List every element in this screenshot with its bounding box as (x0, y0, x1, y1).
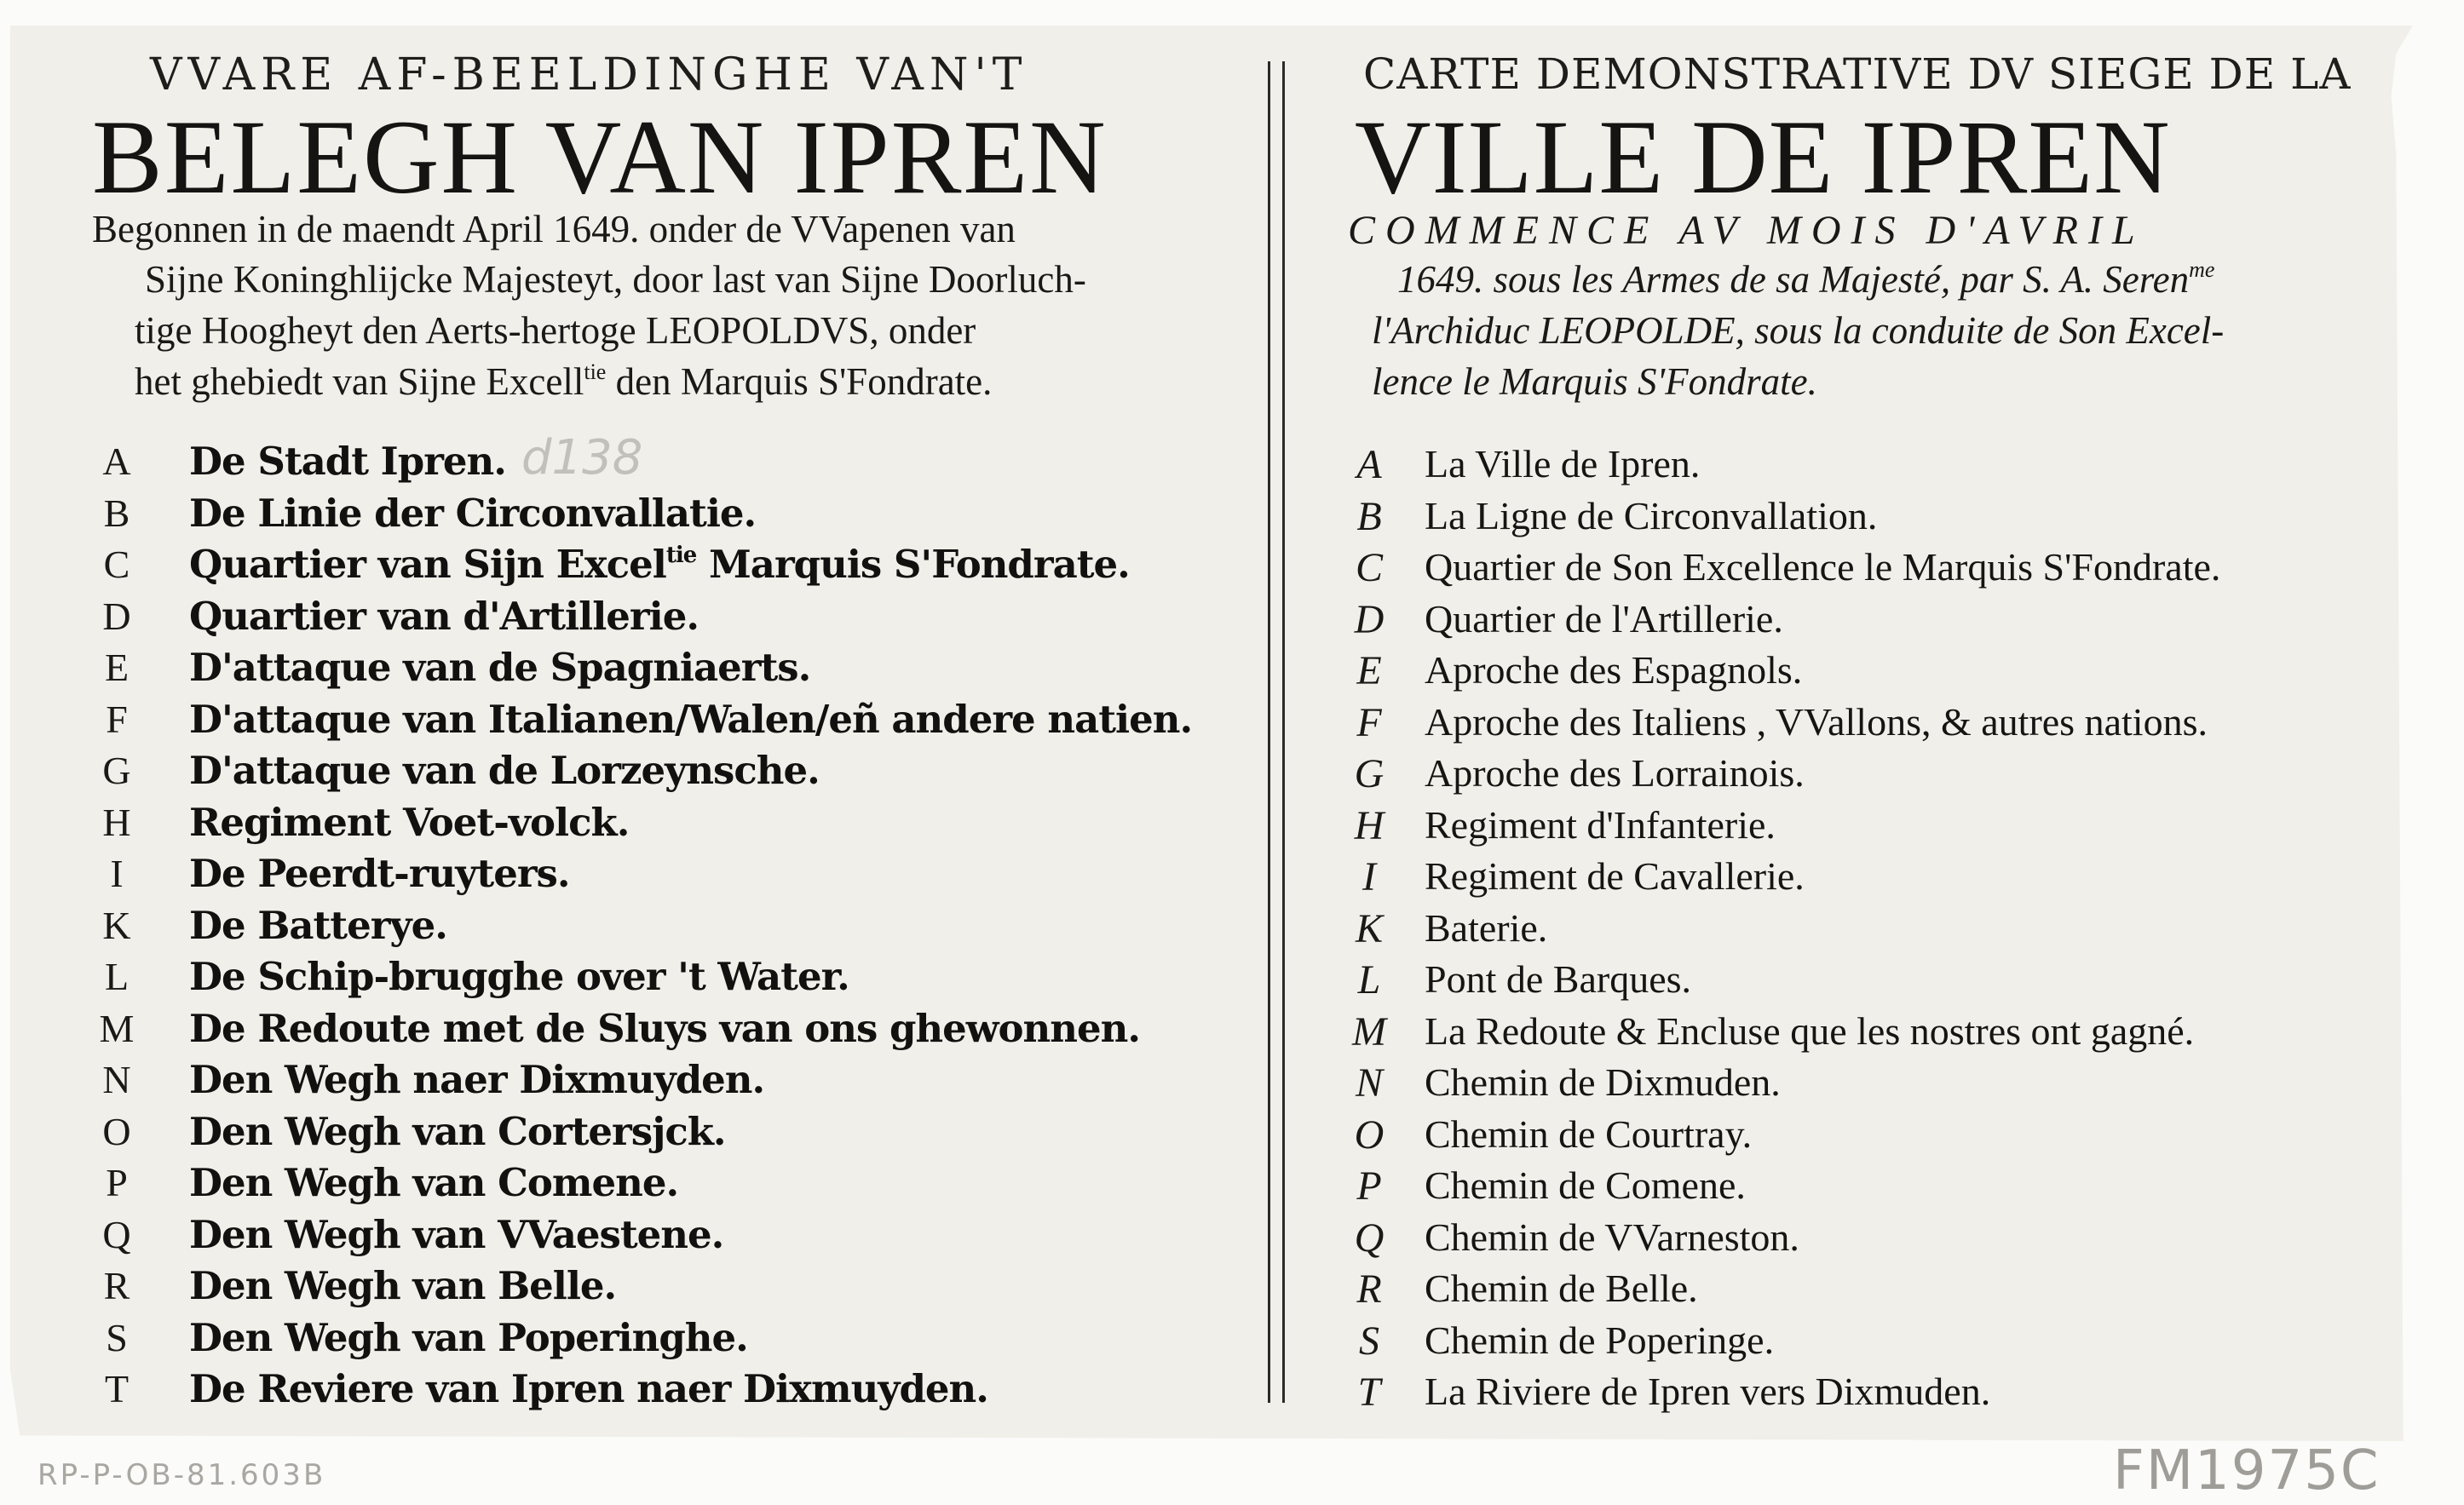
legend-text: D'attaque van de Lorzeynsche. (189, 748, 820, 793)
legend-text: De Peerdt-ruyters. (189, 851, 570, 896)
dutch-legend-letter: T (104, 1367, 130, 1410)
french-legend-item: La Ville de Ipren. (1425, 442, 1701, 485)
french-legend-item: Regiment d'Infanterie. (1425, 802, 1776, 847)
dutch-legend-item (189, 491, 756, 536)
french-legend-item: La Ligne de Circonvallation. (1425, 493, 1878, 537)
french-legend-letter: F (1356, 699, 1382, 745)
french-legend-letter: Q (1354, 1215, 1385, 1261)
french-legend-item: La Riviere de Ipren vers Dixmuden. (1425, 1370, 1991, 1413)
legend-text: Den Wegh van Comene. (189, 1160, 679, 1205)
french-legend-item: Chemin de Belle. (1425, 1267, 1698, 1310)
dutch-legend-letter: C (103, 543, 130, 586)
legend-text: Quartier van Sijn Excel (189, 542, 666, 587)
legend-text: Marquis S'Fondrate. (696, 542, 1130, 587)
legend-text: Den Wegh van VVaestene. (189, 1211, 724, 1257)
legend-text: Regiment Voet-volck. (189, 799, 630, 845)
intro-text: Begonnen in de maendt April 1649. onder de VVapenen van (92, 208, 1016, 250)
french-legend-letter: A (1356, 442, 1382, 487)
intro-text: 1649. sous les Armes de sa Majesté, par S. A. Seren (1397, 258, 2190, 301)
legend-text: De Schip-brugghe over 't Water. (189, 954, 849, 999)
french-legend-item: La Redoute & Enclusе que les nostres ont gagné. (1425, 1008, 2195, 1053)
dutch-title: BELEGH VAN IPREN (92, 99, 1108, 215)
french-title: VILLE DE IPREN (1355, 99, 2171, 215)
french-legend-letter: P (1356, 1163, 1382, 1209)
legend-text: Den Wegh van Poperinghe. (189, 1314, 748, 1360)
dutch-legend-item (189, 542, 1130, 587)
dutch-legend-letter: D (102, 594, 131, 638)
dutch-legend-item (189, 1212, 723, 1257)
dutch-legend-item (189, 851, 570, 896)
dutch-legend-letter: H (102, 800, 131, 844)
french-intro-line-2 (1372, 308, 2224, 353)
dutch-legend-item (189, 1315, 748, 1360)
intro-text: den Marquis S'Fondrate. (606, 360, 993, 403)
legend-superscript: tie (665, 543, 697, 568)
legend-text: Den Wegh van Belle. (189, 1263, 617, 1308)
dutch-legend-letter: B (103, 491, 130, 535)
dutch-legend-item (189, 1263, 616, 1308)
legend-text: D'attaque van de Spagniaerts. (189, 645, 811, 690)
french-intro-line-1 (1397, 257, 2214, 302)
french-legend-letter: T (1357, 1370, 1381, 1415)
french-legend-item: Chemin de Poperinge. (1425, 1318, 1775, 1362)
french-header-line: CARTE DEMONSTRATIVE DV SIEGE DE LA (1363, 49, 2352, 99)
intro-superscript: tie (584, 359, 607, 384)
french-legend-item: Aproche des Espagnols. (1425, 648, 1803, 692)
dutch-intro-line-1 (92, 207, 1016, 251)
dutch-legend-item (189, 1057, 764, 1102)
french-legend-letter: D (1354, 596, 1385, 642)
french-legend-item: Pont de Barques. (1425, 957, 1692, 1001)
dutch-legend-item (189, 1006, 1140, 1051)
french-legend-letter: L (1357, 957, 1381, 1002)
dutch-legend-letter: A (102, 439, 131, 483)
french-legend-item: Regiment de Cavallerie. (1425, 854, 1805, 898)
dutch-legend-item (189, 903, 447, 948)
french-legend-letter: M (1352, 1008, 1386, 1054)
french-legend-letter: R (1356, 1267, 1382, 1312)
french-intro-line-3 (1372, 359, 1817, 404)
french-intro-caps: COMMENCE AV MOIS D'AVRIL (1348, 208, 2145, 253)
french-legend-item: Chemin de VVarneston. (1425, 1215, 1799, 1259)
french-legend-letter: O (1354, 1112, 1385, 1157)
dutch-legend-letter: N (102, 1058, 131, 1101)
dutch-legend-item (189, 645, 810, 690)
french-legend-item: Quartier de Son Excellence le Marquis S'Fondrate. (1425, 545, 2221, 589)
dutch-legend-item (189, 439, 506, 484)
french-legend-item: Aproche des Italiens , VVallons, & autres nations. (1425, 699, 2208, 744)
legend-text: Quartier van d'Artillerie. (189, 593, 699, 639)
legend-text: D'attaque van Italianen/Walen/eñ andere natien. (189, 696, 1193, 742)
dutch-legend-item (189, 954, 849, 999)
dutch-legend-item (189, 594, 699, 639)
intro-text: lence le Marquis S'Fondrate. (1372, 360, 1817, 403)
legend-text: De Reviere van Ipren naer Dixmuyden. (189, 1366, 988, 1411)
french-legend-item: Aproche des Lorrainois. (1425, 751, 1805, 795)
intro-text: l'Archiduc LEOPOLDE, sous la conduite de Son Excel- (1372, 309, 2225, 352)
dutch-legend-letter: Q (102, 1212, 131, 1256)
dutch-header-line: VVARE AF-BEELDINGHE VAN'T (150, 49, 1028, 101)
intro-text: Sijne Koninghlijcke Majesteyt, door last van Sijne Doorluch- (145, 258, 1086, 301)
french-legend-item: Chemin de Comene. (1425, 1163, 1746, 1207)
column-divider-left (1268, 61, 1270, 1403)
french-legend-letter: H (1354, 802, 1385, 848)
french-legend-letter: S (1359, 1318, 1379, 1364)
dutch-legend-item (189, 697, 1192, 742)
intro-text: tige Hoogheyt den Aerts-hertoge LEOPOLDVS, onder (135, 309, 976, 352)
french-legend-letter: N (1355, 1060, 1383, 1106)
legend-text: De Linie der Circonvallatie. (189, 490, 757, 536)
french-legend-letter: C (1355, 545, 1383, 590)
dutch-legend-item (189, 1160, 678, 1205)
dutch-legend-letter: M (99, 1006, 135, 1050)
french-legend-letter: G (1354, 751, 1385, 796)
dutch-legend-letter: L (104, 955, 130, 998)
intro-text: het ghebiedt van Sijne Excell (135, 360, 584, 403)
inventory-number: RP-P-OB-81.603B (37, 1458, 326, 1492)
dutch-legend-letter: I (110, 852, 124, 895)
catalogue-mark: FM1975C (2113, 1439, 2381, 1502)
dutch-legend-letter: O (102, 1109, 131, 1153)
dutch-legend-item (189, 1109, 726, 1154)
intro-superscript: me (2189, 257, 2215, 282)
legend-text: De Batterye. (189, 902, 447, 948)
dutch-legend-item (189, 748, 820, 793)
dutch-intro-line-2 (145, 257, 1086, 302)
french-legend-letter: E (1356, 648, 1382, 693)
pencil-mark: d138 (521, 430, 643, 485)
legend-text: Den Wegh van Cortersjck. (189, 1108, 726, 1154)
dutch-legend-letter: R (103, 1264, 130, 1307)
dutch-legend-letter: F (106, 697, 128, 741)
dutch-legend-letter: P (106, 1161, 128, 1204)
legend-text: De Stadt Ipren. (189, 439, 506, 484)
dutch-legend-letter: K (102, 903, 131, 947)
french-legend-item: Chemin de Dixmuden. (1425, 1060, 1781, 1104)
legend-text: Den Wegh naer Dixmuyden. (189, 1057, 765, 1102)
dutch-legend-letter: G (102, 749, 131, 792)
dutch-legend-item (189, 1366, 988, 1411)
dutch-legend-item (189, 800, 629, 845)
legend-text: De Redoute met de Sluys van ons ghewonnen. (189, 1005, 1140, 1051)
dutch-legend-letter: E (104, 646, 130, 689)
french-legend-item: Chemin de Courtray. (1425, 1112, 1753, 1156)
french-legend-letter: K (1355, 905, 1383, 951)
dutch-legend-letter: S (106, 1315, 128, 1359)
french-legend-letter: I (1362, 854, 1376, 899)
dutch-intro-line-4 (135, 359, 992, 404)
dutch-intro-line-3 (135, 308, 976, 353)
column-divider-right (1282, 61, 1285, 1403)
french-legend-letter: B (1356, 493, 1382, 539)
french-legend-item: Quartier de l'Artillerie. (1425, 596, 1783, 640)
french-legend-item: Baterie. (1425, 905, 1548, 950)
